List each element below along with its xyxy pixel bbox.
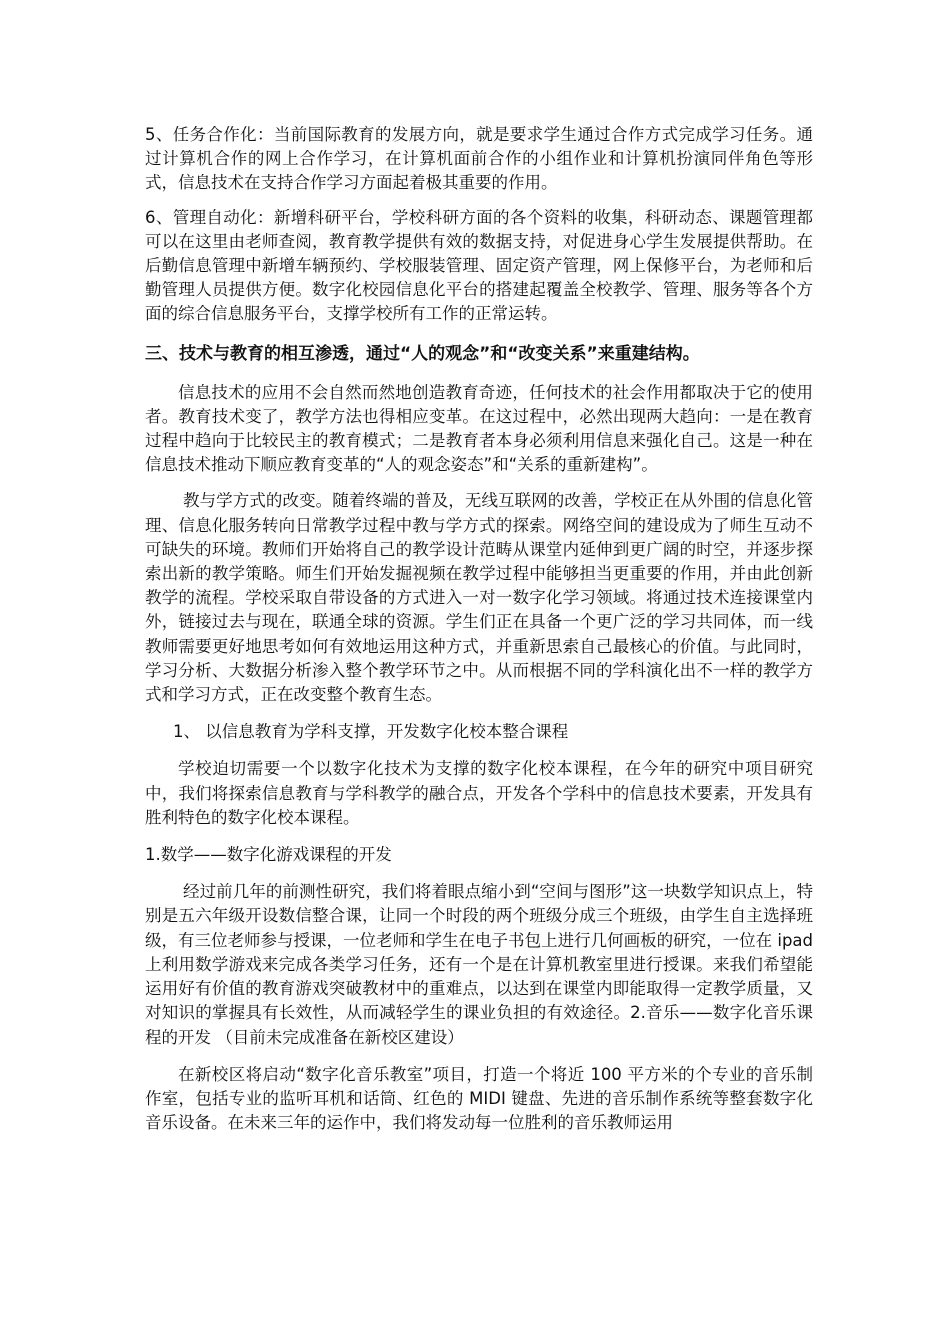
paragraph-math-game-course: 经过前几年的前测性研究，我们将着眼点缩小到“空间与图形”这一块数学知识点上，特别是五六年级开设数信整合课，让同一个时段的两个班级分成三个班级，由学生自主选择班级，有三位老师参与授课，一位老师和学生在电子书包上进行几何画板的研究，一位在 ipad 上利用数学游戏来完成各类学习任务，还有一个是在计算机教室里进行授课。来我们希望能运用好有价值的教育游戏突破教材中的重难点，以达到在课堂内即能取得一定教学质量，又对知识的掌握具有长效性，从而减轻学生的课业负担的有效途径。2.音乐——数字化音乐课程的开发 （目前未完成准备在新校区建设） xyxy=(145,882,813,1047)
document-page xyxy=(145,123,813,1135)
paragraph-info-tech-application: 信息技术的应用不会自然而然地创造教育奇迹，任何技术的社会作用都取决于它的使用者。教育技术变了，教学方法也得相应变革。在这过程中，必然出现两大趋向：一是在教育过程中趋向于比较民主的教育模式；二是教育者本身必须利用信息来强化自己。这是一种在信息技术推动下顺应教育变革的“人的观念姿态”和“关系的重新建构”。 xyxy=(145,382,813,475)
list-item-1: 1、 以信息教育为学科支撑，开发数字化校本整合课程 xyxy=(173,722,569,742)
paragraph-teaching-learning-change: 教与学方式的改变。随着终端的普及，无线互联网的改善，学校正在从外围的信息化管理、信息化服务转向日常教学过程中教与学方式的探索。网络空间的建设成为了师生互动不可缺失的环境。教师们开始将自己的教学设计范畴从课堂内延伸到更广阔的时空，并逐步探索出新的教学策略。师生们开始发掘视频在教学过程中能够担当更重要的作用，并由此创新教学的流程。学校采取自带设备的方式进入一对一数字化学习领域。将通过技术连接课堂内外，链接过去与现在，联通全球的资源。学生们正在具备一个更广泛的学习共同体，而一线教师需要更好地思考如何有效地运用这种方式，并重新思索自己最核心的价值。与此同时，学习分析、大数据分析渗入整个教学环节之中。从而根据不同的学科演化出不一样的教学方式和学习方式，正在改变整个教育生态。 xyxy=(145,491,813,705)
paragraph-school-curriculum: 学校迫切需要一个以数字化技术为支撑的数字化校本课程，在今年的研究中项目研究中，我们将探索信息教育与学科教学的融合点，开发各个学科中的信息技术要素，开发具有胜利特色的数字化校本课程。 xyxy=(145,759,813,827)
paragraph-digital-music-room: 在新校区将启动“数字化音乐教室”项目，打造一个将近 100 平方米的个专业的音乐制作室，包括专业的监听耳机和话筒、红色的 MIDI 键盘、先进的音乐制作系统等整套数字化音乐设备。在未来三年的运作中，我们将发动每一位胜利的音乐教师运用 xyxy=(145,1064,813,1133)
paragraph-task-cooperation: 5、任务合作化：当前国际教育的发展方向，就是要求学生通过合作方式完成学习任务。通过计算机合作的网上合作学习，在计算机面前合作的小组作业和计算机扮演同伴角色等形式，信息技术在支持合作学习方面起着极其重要的作用。 xyxy=(145,125,813,193)
section-heading-3: 三、技术与教育的相互渗透，通过“人的观念”和“改变关系”来重建结构。 xyxy=(145,343,700,364)
subheading-math: 1.数学——数字化游戏课程的开发 xyxy=(145,845,392,865)
paragraph-management-automation: 6、管理自动化：新增科研平台，学校科研方面的各个资料的收集，科研动态、课题管理都可以在这里由老师查阅，教育教学提供有效的数据支持，对促进身心学生发展提供帮助。在后勤信息管理中新增车辆预约、学校服装管理、固定资产管理，网上保修平台，为老师和后勤管理人员提供方便。数字化校园信息化平台的搭建起覆盖全校教学、管理、服务等各个方面的综合信息服务平台，支撑学校所有工作的正常运转。 xyxy=(145,207,813,324)
